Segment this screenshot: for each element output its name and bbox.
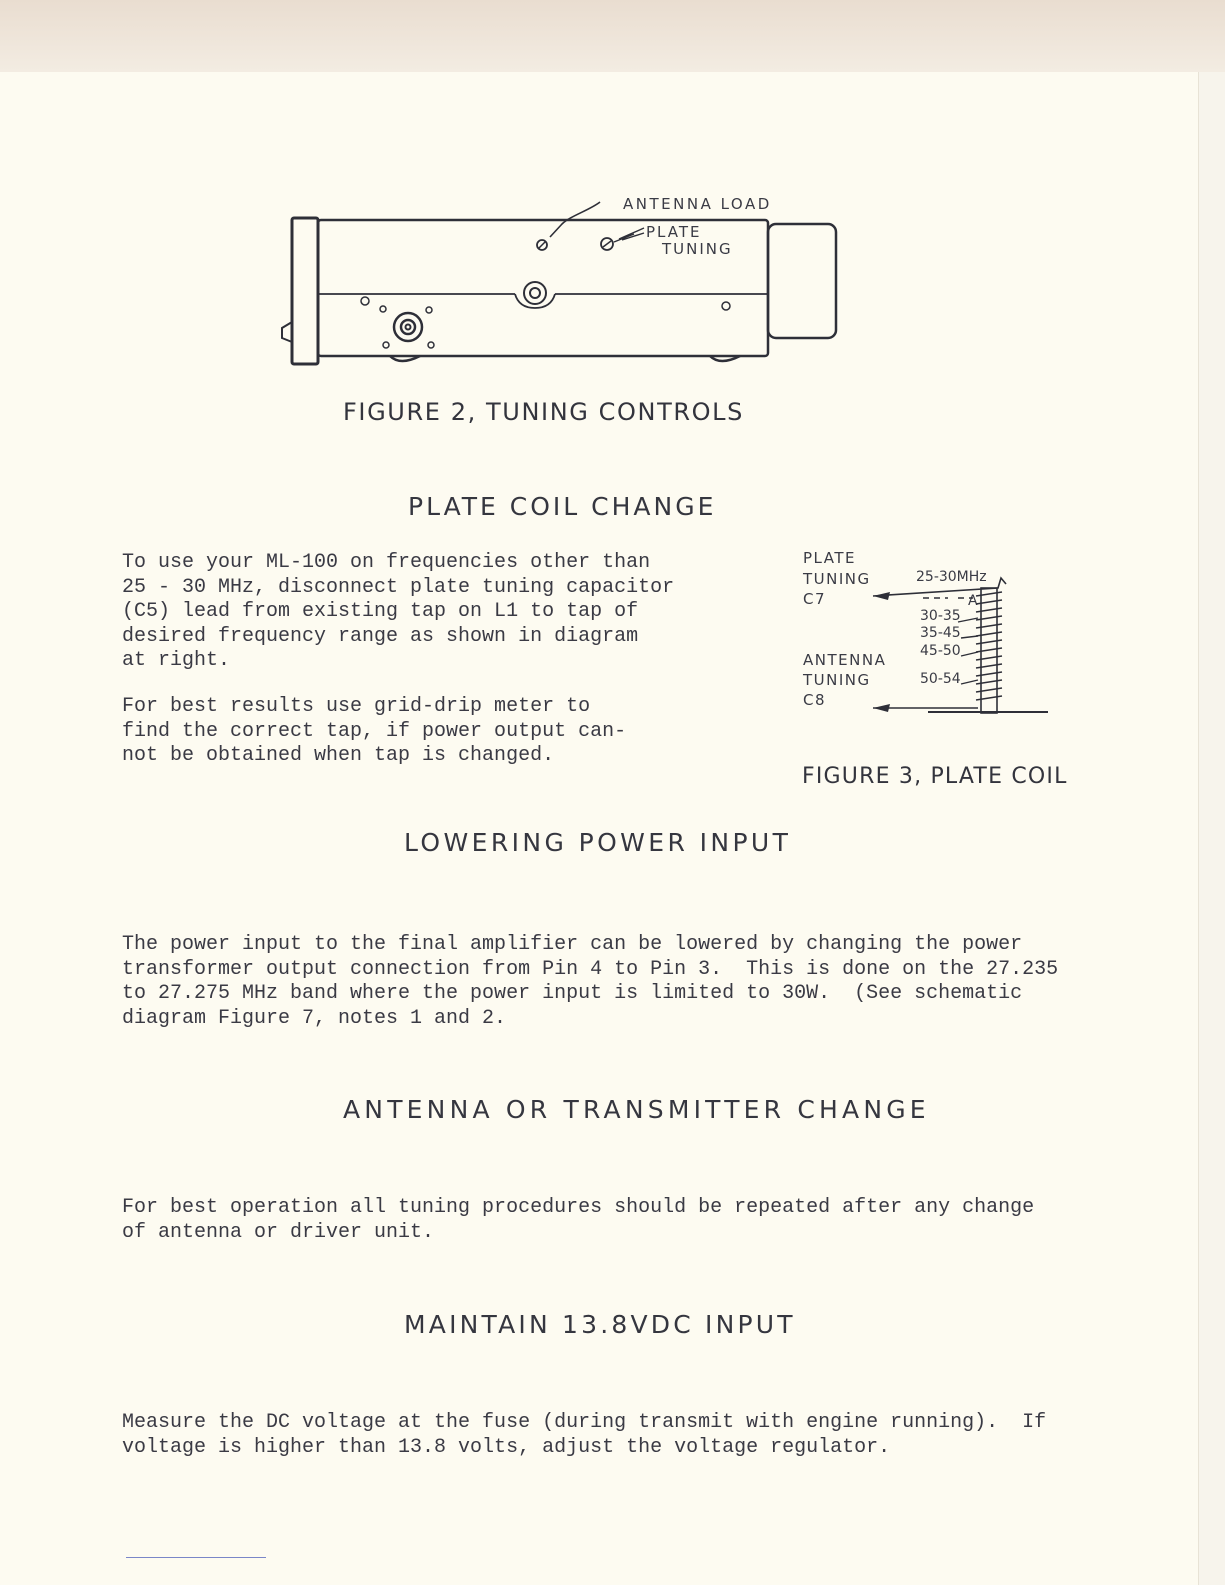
fig3-tap-45-50: 45-50 <box>920 643 961 659</box>
fig3-tap-30-35: 30-35 <box>920 608 961 624</box>
antenna-transmitter-paragraph: For best operation all tuning procedures should be repeated after any change of antenna or driver unit. <box>122 1196 1035 1244</box>
scan-bottom-mark <box>126 1557 266 1558</box>
fig3-c8-arrowhead <box>873 704 890 712</box>
figure-3-caption: FIGURE 3, PLATE COIL <box>802 764 1068 789</box>
scan-top-band <box>0 0 1225 72</box>
lowering-power-input-heading: LOWERING POWER INPUT <box>404 828 792 857</box>
figure-3-plate-coil-diagram <box>798 540 1078 725</box>
fig3-c7-arrowhead <box>873 592 890 600</box>
antenna-transmitter-change-heading: ANTENNA OR TRANSMITTER CHANGE <box>343 1095 930 1124</box>
page-right-edge <box>1198 72 1225 1585</box>
fig3-antenna-label: ANTENNA <box>803 651 887 669</box>
lowering-power-paragraph: The power input to the final amplifier can be lowered by changing the power transformer output connection from Pin 4 to Pin 3. This is done on the 27.235 to 27.275 MHz band where the power input is limited to 30W. (See schematic diagram Figure 7, notes 1 and 2. <box>122 933 1059 1030</box>
maintain-voltage-heading: MAINTAIN 13.8VDC INPUT <box>404 1310 796 1339</box>
figure-2-caption: FIGURE 2, TUNING CONTROLS <box>343 398 744 426</box>
maintain-voltage-paragraph: Measure the DC voltage at the fuse (during transmit with engine running). If voltage is higher than 13.8 volts, adjust the voltage regulator. <box>122 1411 1047 1459</box>
plate-label: PLATE <box>646 223 702 241</box>
plate-coil-paragraph-1: To use your ML-100 on frequencies other than 25 - 30 MHz, disconnect plate tuning capacitor (C5) lead from existing tap on L1 to tap of desired frequency range as shown in diagram at right. <box>122 551 675 672</box>
fig3-tap-50-54: 50-54 <box>920 671 961 687</box>
tuning-label: TUNING <box>662 240 733 258</box>
fig3-tap-25-30: 25-30MHz <box>916 569 987 585</box>
fig3-tap-35-45: 35-45 <box>920 625 961 641</box>
fig3-tuning-label: TUNING <box>803 570 871 588</box>
fig3-tuning2-label: TUNING <box>803 671 871 689</box>
antenna-load-label: ANTENNA LOAD <box>623 195 772 213</box>
fig3-plate-label: PLATE <box>803 549 856 567</box>
figure-2-tuning-controls-diagram <box>270 190 870 380</box>
fig3-tap-a: A <box>968 593 978 609</box>
plate-coil-paragraph-2: For best results use grid-drip meter to find the correct tap, if power output can- not be obtained when tap is changed. <box>122 695 627 767</box>
fig3-c7-label: C7 <box>803 590 827 608</box>
fig3-c8-label: C8 <box>803 691 827 709</box>
plate-coil-change-heading: PLATE COIL CHANGE <box>408 492 717 521</box>
